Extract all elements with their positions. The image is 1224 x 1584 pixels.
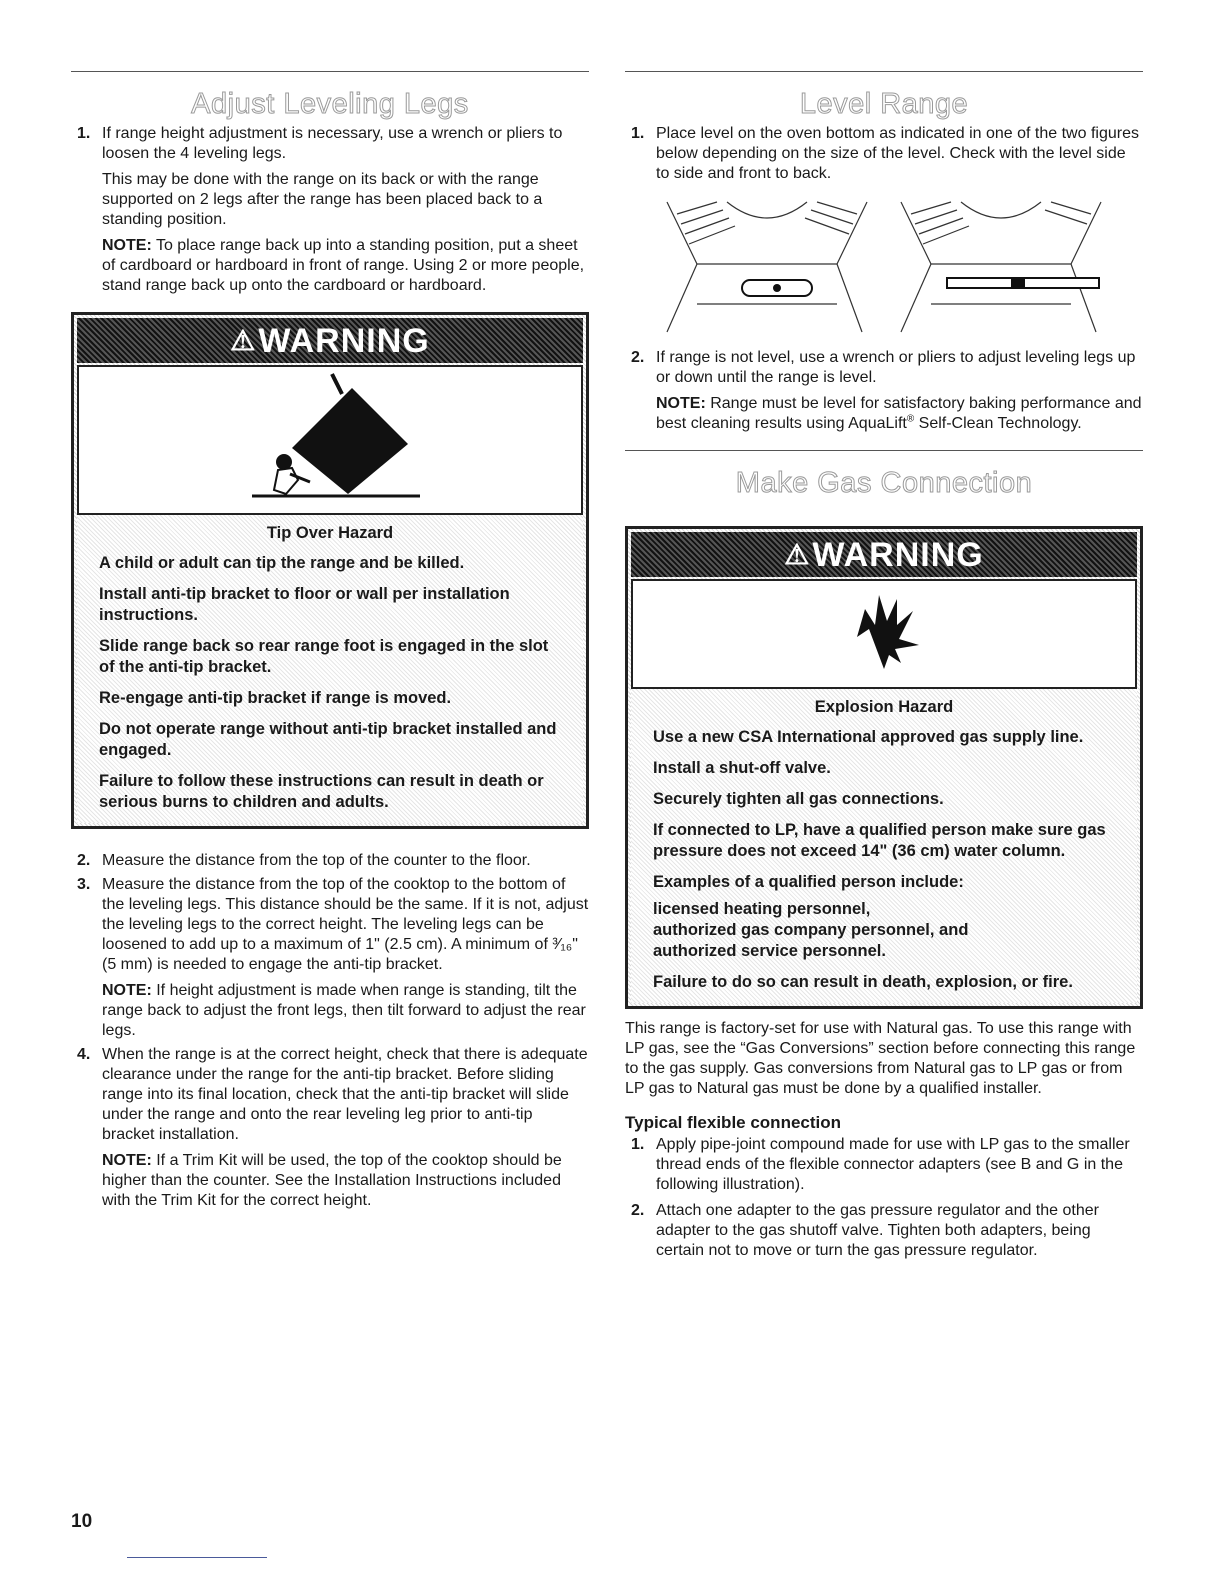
flexible-connection-heading: Typical flexible connection [625, 1113, 842, 1132]
fraction: ³⁄₁₆ [552, 936, 573, 953]
note-label: NOTE: [102, 982, 152, 999]
step-number: 2. [77, 852, 91, 869]
warning-line: Install a shut-off valve. [653, 759, 831, 777]
hazard-title: Explosion Hazard [814, 698, 954, 716]
warning-label: WARNING [258, 322, 430, 360]
list-item [71, 875, 589, 1041]
step-text-part: Measure the distance from the top of the cooktop to the bottom of the leveling legs. This distance should be the same. If it is not, adjust the leveling legs to the correct height. The leveling legs can be loosened to add up to a maximum of 1" (2.5 cm). A minimum of [102, 876, 589, 953]
warning-person-line: authorized service personnel. [653, 942, 886, 960]
warning-person-line: licensed heating personnel, [653, 900, 871, 918]
section-title-level-range: Level Range [799, 88, 969, 120]
warning-text [77, 515, 583, 823]
step-text: Apply pipe-joint compound made for use with LP gas to the smaller thread ends of the flexible connector adapters (see B and G in the following illustration). [656, 1136, 1130, 1193]
warning-line: Failure to follow these instructions can result in death or serious burns to children and adults. [99, 772, 544, 811]
step-number: 2. [631, 349, 645, 366]
explosion-icon [839, 589, 929, 679]
left-column [71, 0, 589, 1211]
warning-line: Failure to do so can result in death, explosion, or fire. [653, 973, 1073, 991]
registered-mark: ® [906, 413, 915, 425]
gas-intro-paragraph: This range is factory-set for use with Natural gas. To use this range with LP gas, see the “Gas Conversions” section before connecting this range to the gas supply. Gas conversions from Natural gas to LP gas or from LP gas to Natural gas must be done by a qualified installer. [625, 1020, 1136, 1097]
tip-over-warning-box [71, 312, 589, 829]
warning-label: WARNING [812, 536, 984, 574]
level-range-steps-continued [625, 348, 1143, 434]
hazard-title: Tip Over Hazard [266, 524, 394, 542]
step-note [102, 981, 589, 1041]
step-text: Place level on the oven bottom as indicated in one of the two figures below depending on the size of the level. Check with the level side to side and front to back. [656, 125, 1139, 182]
oven-level-small-figure [657, 194, 877, 334]
warning-line: Re-engage anti-tip bracket if range is moved. [99, 689, 452, 707]
step-text: Attach one adapter to the gas pressure regulator and the other adapter to the gas shutoff valve. Tighten both adapters, being certain not to move or turn the gas pressure regulator. [656, 1202, 1099, 1259]
note-text: To place range back up into a standing position, put a sheet of cardboard or hardboard in front of range. Using 2 or more people, stand range back up onto the cardboard or hardboard. [102, 237, 585, 294]
section-rule [625, 71, 1143, 72]
step-note [102, 236, 589, 296]
step-number: 1. [77, 125, 91, 142]
step-number: 1. [631, 125, 645, 142]
warning-line: Securely tighten all gas connections. [653, 790, 944, 808]
warning-header [631, 532, 1137, 577]
warning-line: Slide range back so rear range foot is engaged in the slot of the anti-tip bracket. [99, 637, 549, 676]
note-text: If height adjustment is made when range is standing, tilt the range back to adjust the front legs, then tilt forward to adjust the rear legs. [102, 982, 586, 1039]
leveling-steps-continued [71, 851, 589, 1211]
step-number: 3. [77, 876, 91, 893]
step-text: Measure the distance from the top of the counter to the floor. [102, 852, 531, 869]
footer-rule [127, 1557, 267, 1558]
explosion-warning-box [625, 526, 1143, 1009]
step-text: If range height adjustment is necessary, use a wrench or pliers to loosen the 4 leveling legs. [102, 125, 563, 162]
level-range-steps [625, 124, 1143, 184]
list-item [625, 124, 1143, 184]
warning-line: Install anti-tip bracket to floor or wall per installation instructions. [99, 585, 510, 624]
page-number: 10 [71, 1511, 93, 1532]
leveling-steps [71, 124, 589, 296]
warning-header [77, 318, 583, 363]
list-item [71, 851, 589, 871]
explosion-figure [631, 579, 1137, 689]
note-label: NOTE: [102, 1152, 152, 1169]
warning-line: Examples of a qualified person include: [653, 873, 964, 891]
list-item [625, 1135, 1143, 1195]
note-text: If a Trim Kit will be used, the top of the cooktop should be higher than the counter. See the Installation Instructions included with the Trim Kit for the correct height. [102, 1152, 562, 1209]
note-label: NOTE: [102, 237, 152, 254]
note-label: NOTE: [656, 395, 706, 412]
flexible-connection-steps [625, 1135, 1143, 1261]
level-figures [625, 194, 1143, 334]
tipping-range-illustration [230, 370, 430, 510]
section-rule [71, 71, 589, 72]
step-note [102, 1151, 589, 1211]
warning-line: Use a new CSA International approved gas supply line. [653, 728, 1084, 746]
warning-line: A child or adult can tip the range and be killed. [99, 554, 465, 572]
step-text: When the range is at the correct height, check that there is adequate clearance under the range for the anti-tip bracket. Before sliding range into its final location, check that the anti-tip bracket will slide under the range and onto the rear leveling leg prior to anti-tip bracket installation. [102, 1046, 588, 1143]
step-text: If range is not level, use a wrench or pliers to adjust leveling legs up or down until the range is level. [656, 349, 1136, 386]
oven-level-large-figure [891, 194, 1111, 334]
section-rule [625, 450, 1143, 451]
right-column [625, 0, 1143, 1261]
list-item [71, 124, 589, 296]
warning-triangle-icon: ⚠ [784, 539, 811, 570]
list-item [71, 1045, 589, 1211]
warning-line: If connected to LP, have a qualified person make sure gas pressure does not exceed 14" (36 cm) water column. [653, 821, 1106, 860]
tip-over-figure [77, 365, 583, 515]
note-text: Range must be level for satisfactory baking performance and best cleaning results using AquaLift [656, 395, 1142, 432]
warning-line: Do not operate range without anti-tip bracket installed and engaged. [99, 720, 557, 759]
step-number: 2. [631, 1202, 645, 1219]
step-number: 1. [631, 1136, 645, 1153]
section-title-adjust-leveling-legs: Adjust Leveling Legs [191, 88, 469, 120]
step-number: 4. [77, 1046, 91, 1063]
warning-person-line: authorized gas company personnel, and [653, 921, 969, 939]
warning-text [631, 689, 1137, 1003]
step-text-part: " (5 mm) is needed to engage the anti-tip bracket. [102, 936, 578, 973]
warning-triangle-icon: ⚠ [230, 325, 257, 356]
step-text: This may be done with the range on its back or with the range supported on 2 legs after the range has been placed back to a standing position. [102, 171, 543, 228]
step-note [656, 394, 1143, 434]
list-item [625, 348, 1143, 434]
section-title-make-gas-connection: Make Gas Connection [735, 467, 1033, 499]
step-text [102, 875, 589, 975]
note-text: Self-Clean Technology. [914, 415, 1082, 432]
list-item [625, 1201, 1143, 1261]
